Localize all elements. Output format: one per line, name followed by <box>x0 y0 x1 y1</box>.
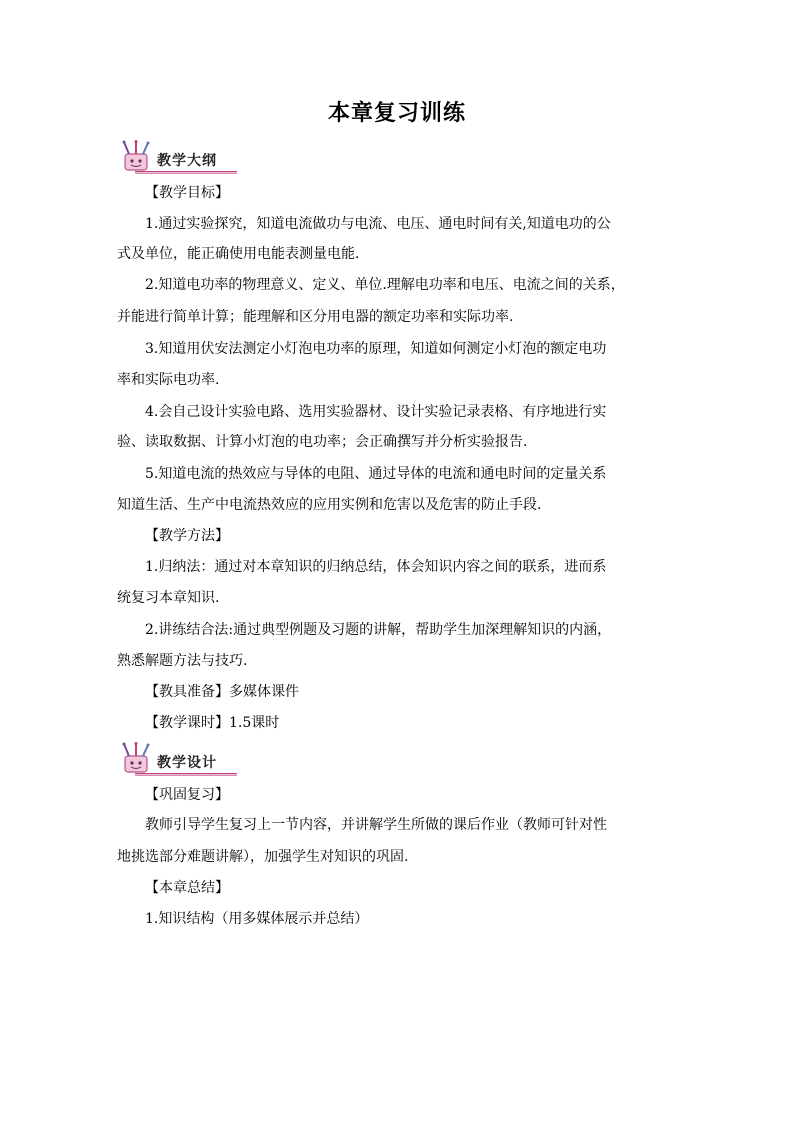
section-underline <box>135 773 237 776</box>
paragraph-line: 并能进行简单计算；能理解和区分用电器的额定功率和实际功率. <box>117 309 514 325</box>
section-label-outline: 教学大纲 <box>157 153 217 169</box>
paragraph-line: 2.知道电功率的物理意义、定义、单位.理解电功率和电压、电流之间的关系， <box>145 277 625 293</box>
section-label-design: 教学设计 <box>157 755 217 771</box>
paragraph-line: 熟悉解题方法与技巧. <box>117 653 248 669</box>
heading-teaching-goals: 【教学目标】 <box>145 185 229 201</box>
pencil-cup-icon <box>117 742 157 776</box>
paragraph-line: 1.知识结构（用多媒体展示并总结） <box>145 911 369 927</box>
paragraph-line: 2.讲练结合法:通过典型例题及习题的讲解，帮助学生加深理解知识的内涵， <box>145 622 612 638</box>
paragraph-line: 5.知道电流的热效应与导体的电阻、通过导体的电流和通电时间的定量关系 <box>145 466 607 482</box>
paragraph-line: 验、读取数据、计算小灯泡的电功率；会正确撰写并分析实验报告. <box>117 434 528 450</box>
paragraph-line: 教师引导学生复习上一节内容，并讲解学生所做的课后作业（教师可针对性 <box>145 817 607 833</box>
paragraph-line: 3.知道用伏安法测定小灯泡电功率的原理，知道如何测定小灯泡的额定电功 <box>145 341 607 357</box>
teaching-aids: 【教具准备】多媒体课件 <box>145 684 299 700</box>
paragraph-line: 式及单位，能正确使用电能表测量电能. <box>117 246 360 262</box>
paragraph-line: 1.归纳法：通过对本章知识的归纳总结，体会知识内容之间的联系，进而系 <box>145 559 607 575</box>
heading-consolidation-review: 【巩固复习】 <box>145 787 229 803</box>
paragraph-line: 统复习本章知识. <box>117 590 220 606</box>
teaching-hours: 【教学课时】1.5课时 <box>145 715 280 731</box>
paragraph-line: 知道生活、生产中电流热效应的应用实例和危害以及危害的防止手段. <box>117 497 542 513</box>
section-header-design <box>117 742 242 778</box>
paragraph-line: 1.通过实验探究，知道电流做功与电流、电压、通电时间有关,知道电功的公 <box>145 216 611 232</box>
heading-teaching-methods: 【教学方法】 <box>145 528 229 544</box>
page-title: 本章复习训练 <box>327 100 466 126</box>
paragraph-line: 率和实际电功率. <box>117 372 220 388</box>
heading-chapter-summary: 【本章总结】 <box>145 880 229 896</box>
section-underline <box>135 171 237 174</box>
pencil-cup-icon <box>117 140 157 174</box>
paragraph-line: 地挑选部分难题讲解），加强学生对知识的巩固. <box>117 849 409 865</box>
paragraph-line: 4.会自己设计实验电路、选用实验器材、设计实验记录表格、有序地进行实 <box>145 404 607 420</box>
section-header-outline <box>117 140 242 176</box>
